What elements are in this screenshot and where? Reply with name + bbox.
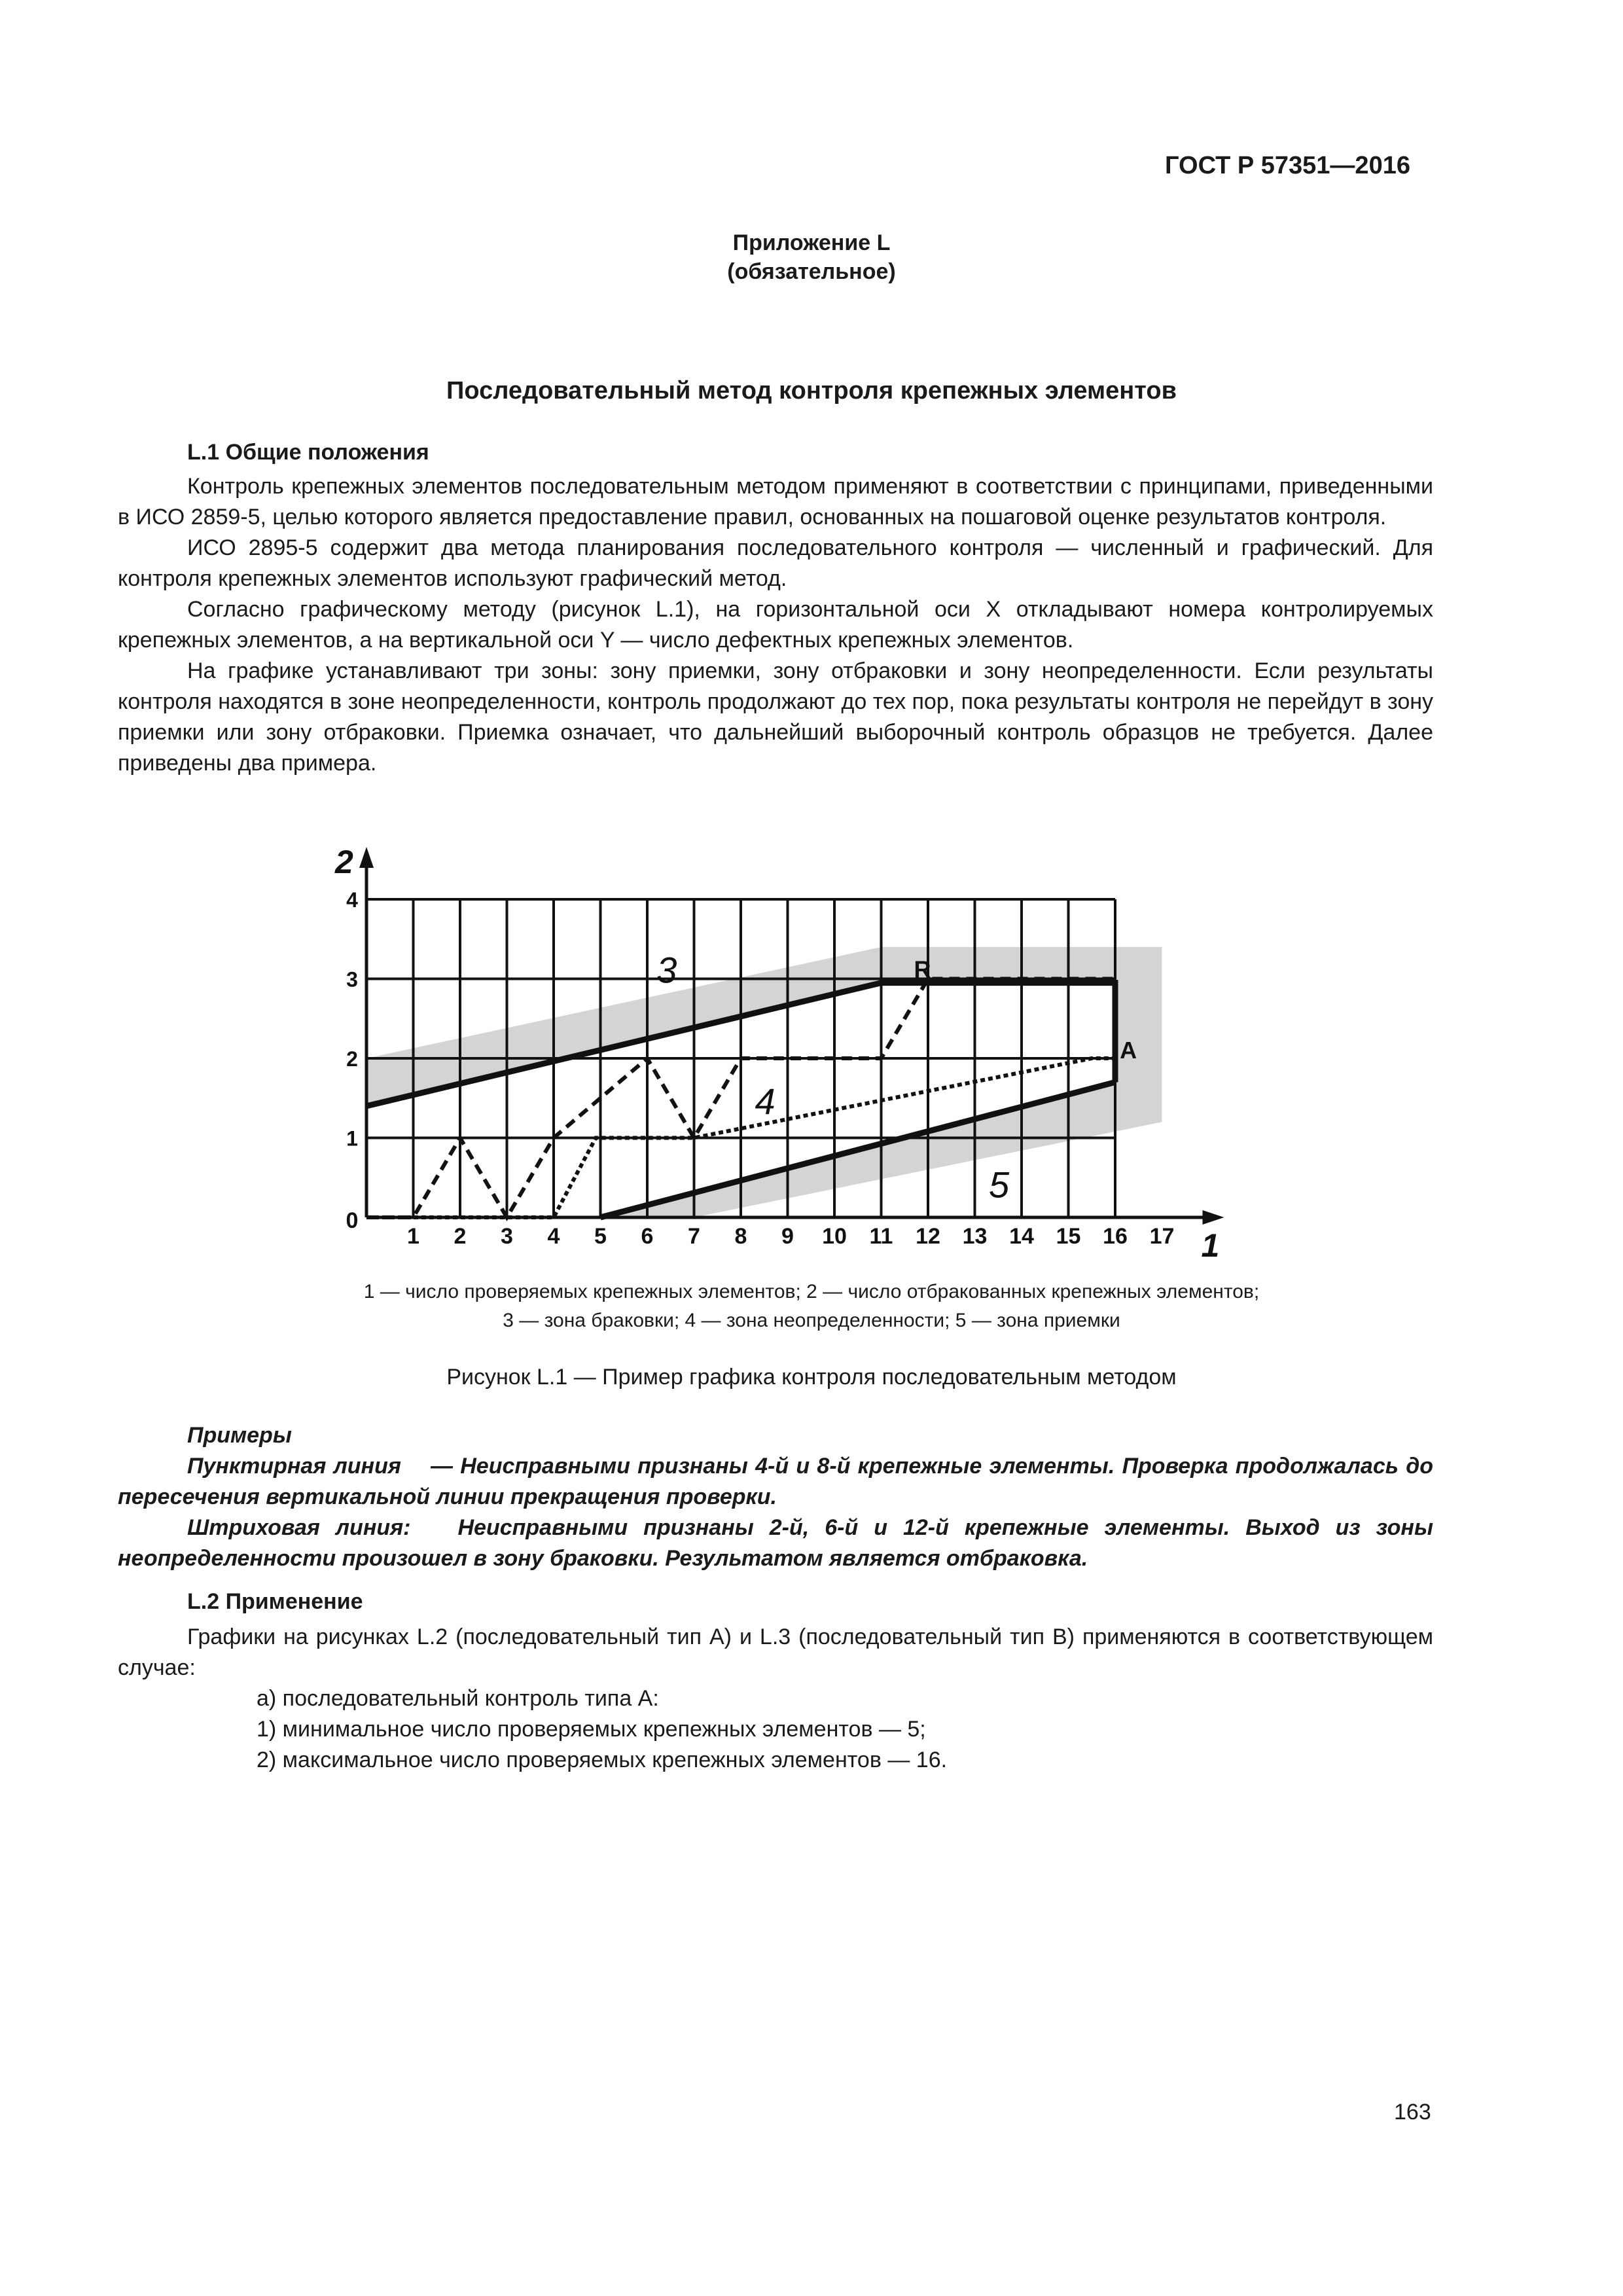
list-item: а) последовательный контроль типа А: xyxy=(257,1686,659,1711)
origin-label: 0 xyxy=(346,1208,359,1233)
figure-caption: Рисунок L.1 — Пример графика контроля последовательным методом xyxy=(446,1365,1177,1390)
paragraph: Графики на рисунках L.2 (последовательный тип А) и L.3 (последовательный тип В) применяются в соответствующем случае: xyxy=(118,1624,1433,1680)
standard-code: ГОСТ Р 57351—2016 xyxy=(1165,152,1410,179)
zone-label-reject: 3 xyxy=(656,949,677,991)
x-axis-marker: 1 xyxy=(1201,1227,1220,1263)
x-tick-label: 9 xyxy=(781,1224,794,1249)
x-tick-label: 10 xyxy=(822,1224,847,1249)
examples-heading: Примеры xyxy=(187,1423,292,1448)
figure-legend-line2: 3 — зона браковки; 4 — зона неопределенности; 5 — зона приемки xyxy=(503,1310,1120,1331)
paragraph: Контроль крепежных элементов последовательным методом применяют в соответствии с принципами, приведенными в ИСО 2859-5, целью которого является предоставление правил, основанных на пошаговой оценке результатов контроля. xyxy=(118,474,1433,529)
x-tick-label: 4 xyxy=(547,1224,560,1249)
x-tick-label: 1 xyxy=(407,1224,419,1249)
section1-body xyxy=(118,471,1433,779)
y-tick-label: 1 xyxy=(346,1126,358,1151)
x-tick-label: 14 xyxy=(1009,1224,1034,1249)
x-tick-label: 7 xyxy=(688,1224,700,1249)
x-tick-label: 2 xyxy=(454,1224,467,1249)
example-dotted xyxy=(118,1451,1433,1513)
example-dashed-text: Неисправными признаны 2-й, 6-й и 12-й крепежные элементы. Выход из зоны неопределенности произошел в зону браковки. Результатом является отбраковка. xyxy=(118,1515,1434,1571)
accept-boundary-line xyxy=(601,1082,1116,1217)
list-item: 2) максимальное число проверяемых крепежных элементов — 16. xyxy=(257,1748,948,1772)
zone-label-indeterminate: 4 xyxy=(755,1080,776,1122)
paragraph: На графике устанавливают три зоны: зону приемки, зону отбраковки и зону неопределенности. Если результаты контроля находятся в зоне неопределенности, контроль продолжают до тех пор, пока результаты контроля не перейдут в зону приемки или зону отбраковки. Приемка означает, что дальнейший выборочный контроль образцов не требуется. Далее приведены два примера. xyxy=(118,658,1433,776)
y-axis-arrow xyxy=(359,847,374,868)
example-dotted-label: Пунктирная линия xyxy=(187,1454,401,1479)
y-tick-label: 2 xyxy=(346,1047,358,1071)
x-tick-label: 3 xyxy=(501,1224,513,1249)
x-tick-label: 6 xyxy=(641,1224,654,1249)
examples-block xyxy=(118,1420,1433,1574)
y-tick-label: 4 xyxy=(346,888,358,912)
paragraph: ИСО 2895-5 содержит два метода планирования последовательного контроля — численный и графический. Для контроля крепежных элементов используют графический метод. xyxy=(118,535,1433,591)
accept-point-label: A xyxy=(1120,1036,1137,1064)
figure-legend-line1: 1 — число проверяемых крепежных элементов; 2 — число отбракованных крепежных элементов; xyxy=(363,1281,1260,1302)
example-dotted-text: — Неисправными признаны 4-й и 8-й крепежные элементы. Проверка продолжалась до пересечения вертикальной линии прекращения проверки. xyxy=(118,1454,1433,1509)
reject-point-label: R xyxy=(914,956,931,983)
figure-chart xyxy=(288,831,1230,1263)
section2-list xyxy=(187,1683,1431,1776)
x-tick-label: 5 xyxy=(594,1224,607,1249)
example-dashed xyxy=(118,1513,1433,1574)
paragraph: Согласно графическому методу (рисунок L.1), на горизонтальной оси X откладывают номера контролируемых крепежных элементов, а на вертикальной оси Y — число дефектных крепежных элементов. xyxy=(118,597,1433,653)
section1-heading: L.1 Общие положения xyxy=(187,440,429,465)
y-tick-label: 3 xyxy=(346,967,358,992)
x-axis-arrow xyxy=(1203,1210,1224,1225)
list-item: 1) минимальное число проверяемых крепежных элементов — 5; xyxy=(257,1717,926,1742)
x-tick-label: 13 xyxy=(962,1224,988,1249)
x-tick-label: 12 xyxy=(916,1224,940,1249)
x-tick-label: 8 xyxy=(734,1224,747,1249)
page-number: 163 xyxy=(1394,2100,1431,2125)
section2-body xyxy=(118,1622,1433,1683)
sequential-control-chart xyxy=(288,831,1230,1263)
appendix-name: Приложение L xyxy=(732,230,891,255)
x-tick-label: 11 xyxy=(869,1224,893,1249)
x-tick-label: 15 xyxy=(1056,1224,1081,1249)
page-title: Последовательный метод контроля крепежных элементов xyxy=(446,377,1177,404)
appendix-status: (обязательное) xyxy=(727,259,896,284)
x-tick-label: 16 xyxy=(1103,1224,1128,1249)
x-tick-label: 17 xyxy=(1149,1224,1175,1249)
y-axis-marker: 2 xyxy=(335,844,353,880)
example-dashed-label: Штриховая линия: xyxy=(187,1515,411,1540)
section2-heading: L.2 Применение xyxy=(187,1589,363,1614)
zone-label-accept: 5 xyxy=(988,1164,1010,1206)
